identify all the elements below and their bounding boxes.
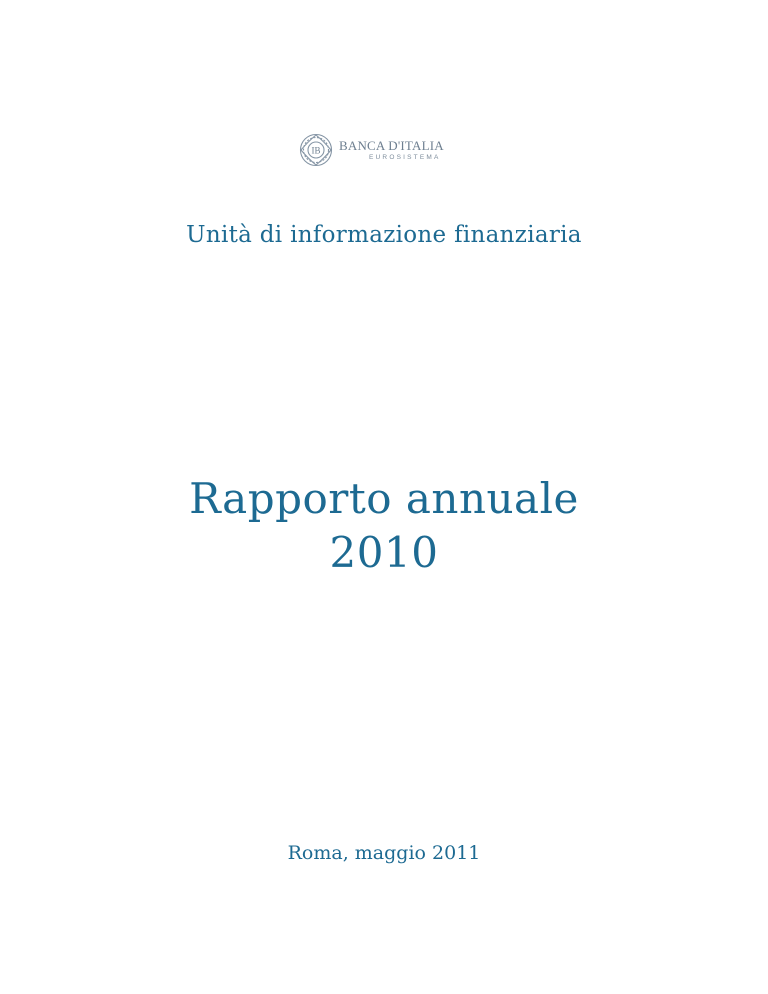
bank-emblem-icon [299, 133, 333, 167]
report-year: 2010 [329, 528, 439, 577]
bank-logo [299, 133, 444, 167]
report-title: Rapporto annuale [189, 474, 579, 523]
unit-name: Unità di informazione finanziaria [186, 222, 582, 248]
bank-subtitle: EUROSISTEMA [369, 153, 441, 161]
logo-text [339, 138, 444, 163]
place-date: Roma, maggio 2011 [287, 842, 481, 864]
emblem-monogram: IB [311, 145, 321, 156]
bank-name: BANCA D'ITALIA [339, 137, 444, 153]
